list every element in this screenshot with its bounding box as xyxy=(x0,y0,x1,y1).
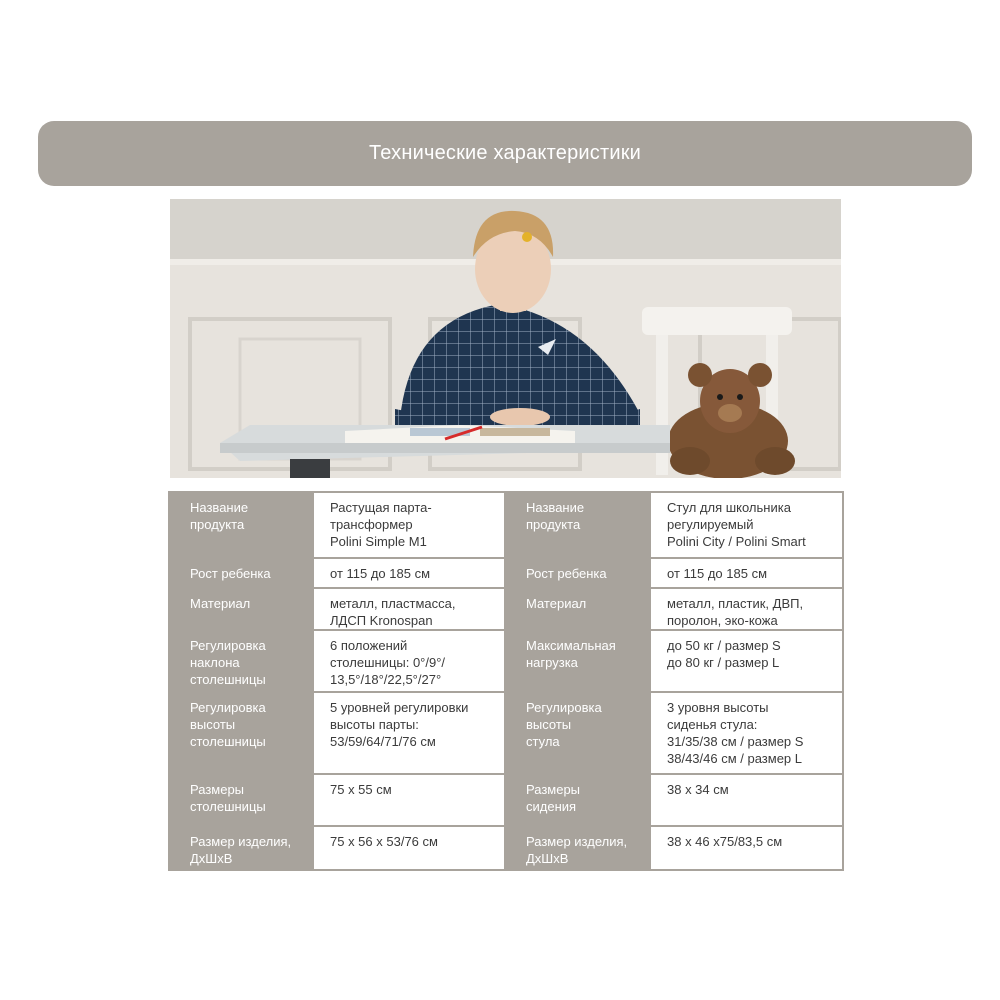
spec-value: 75 x 56 x 53/76 см xyxy=(313,826,505,870)
spec-label: Название продукта xyxy=(169,492,313,558)
spec-label: Размер изделия, ДхШхВ xyxy=(169,826,313,870)
spec-label: Регулировка наклона столешницы xyxy=(169,630,313,692)
spec-label: Материал xyxy=(505,588,650,630)
table-row xyxy=(169,692,843,774)
spec-value: Стул для школьника регулируемый Polini City / Polini Smart xyxy=(650,492,843,558)
spec-value: до 50 кг / размер S до 80 кг / размер L xyxy=(650,630,843,692)
spec-value: от 115 до 185 см xyxy=(313,558,505,588)
product-photo xyxy=(170,199,841,478)
spec-value: Растущая парта- трансформер Polini Simple M1 xyxy=(313,492,505,558)
spec-label: Размеры сидения xyxy=(505,774,650,826)
spec-value: 6 положений столешницы: 0°/9°/ 13,5°/18°/22,5°/27° xyxy=(313,630,505,692)
spec-value: 5 уровней регулировки высоты парты: 53/59/64/71/76 см xyxy=(313,692,505,774)
spec-value: 38 x 34 см xyxy=(650,774,843,826)
spec-label: Размер изделия, ДхШхВ xyxy=(505,826,650,870)
section-title: Технические характеристики xyxy=(368,142,642,164)
spec-value: 3 уровня высоты сиденья стула: 31/35/38 см / размер S 38/43/46 см / размер L xyxy=(650,692,843,774)
table-row xyxy=(169,588,843,630)
spec-label: Название продукта xyxy=(505,492,650,558)
spec-value: 38 x 46 x75/83,5 см xyxy=(650,826,843,870)
spec-value: металл, пластмасса, ЛДСП Kronospan xyxy=(313,588,505,630)
spec-value: металл, пластик, ДВП, поролон, эко-кожа xyxy=(650,588,843,630)
spec-label: Рост ребенка xyxy=(505,558,650,588)
section-header xyxy=(38,121,972,186)
table-row xyxy=(169,630,843,692)
spec-label: Максимальная нагрузка xyxy=(505,630,650,692)
table-row xyxy=(169,774,843,826)
table-row xyxy=(169,826,843,870)
specs-table xyxy=(168,491,844,871)
spec-label: Рост ребенка xyxy=(169,558,313,588)
spec-label: Материал xyxy=(169,588,313,630)
spec-label: Регулировка высоты столешницы xyxy=(169,692,313,774)
spec-label: Регулировка высоты стула xyxy=(505,692,650,774)
photo-illustration xyxy=(170,199,841,478)
table-row xyxy=(169,492,843,558)
spec-value: 75 x 55 см xyxy=(313,774,505,826)
table-row xyxy=(169,558,843,588)
spec-label: Размеры столешницы xyxy=(169,774,313,826)
spec-value: от 115 до 185 см xyxy=(650,558,843,588)
